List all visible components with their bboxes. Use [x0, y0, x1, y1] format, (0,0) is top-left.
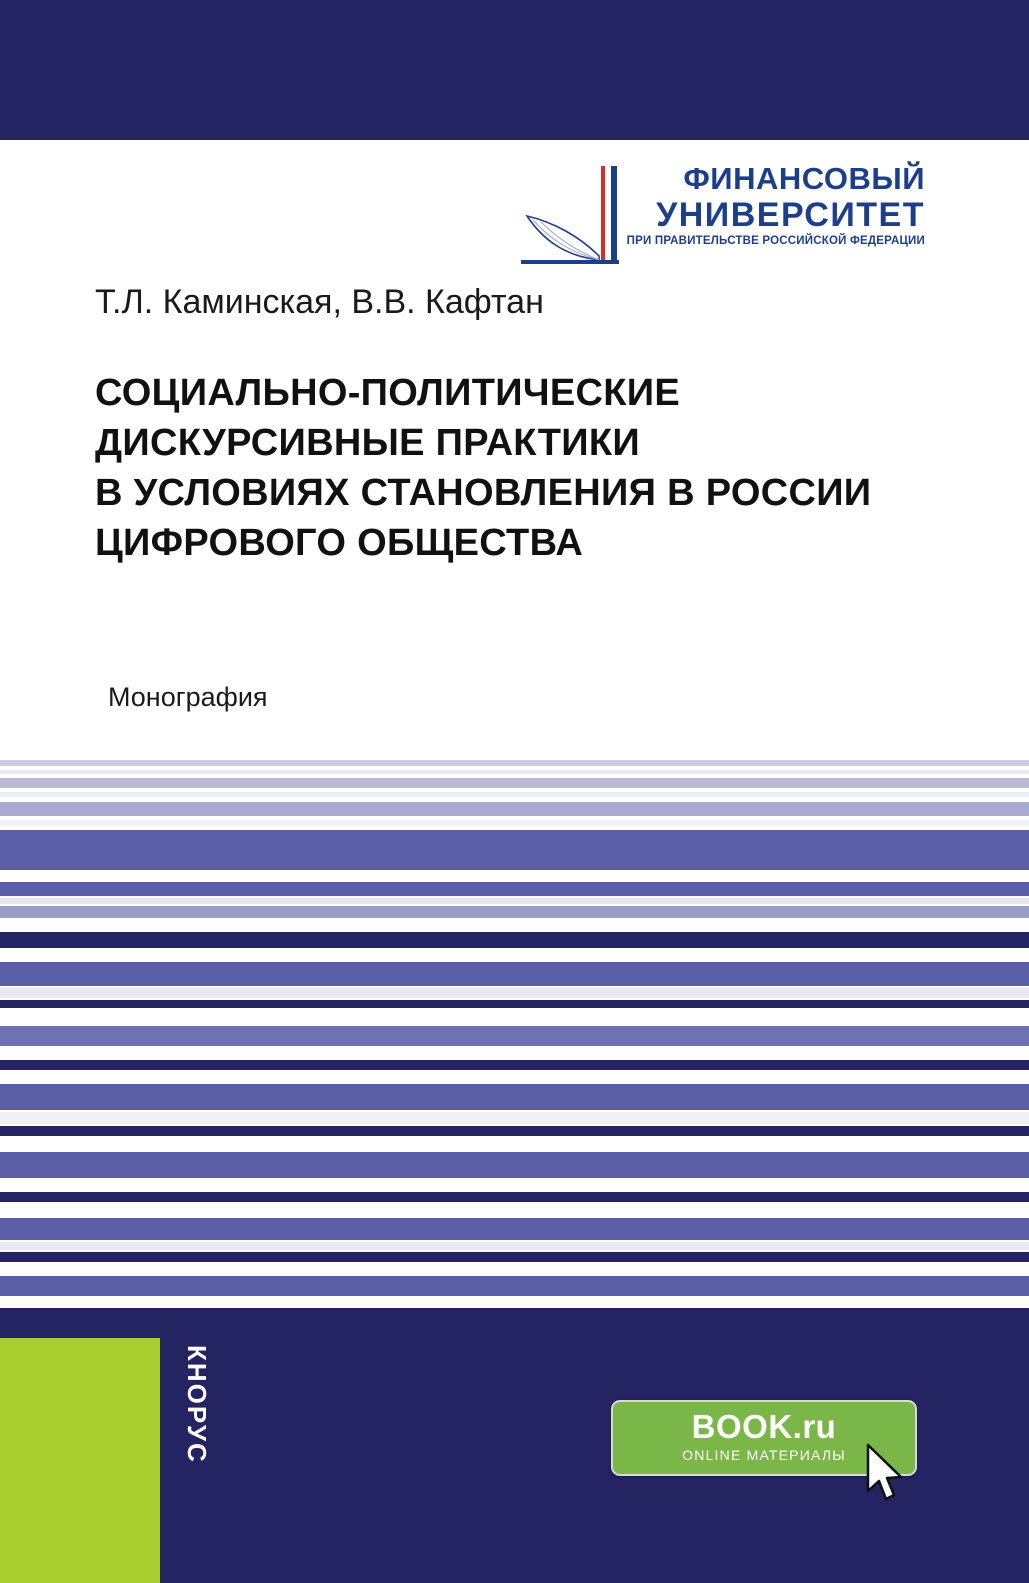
book-title: [95, 368, 925, 568]
decorative-stripes: [0, 760, 1029, 1320]
logo-line-3: ПРИ ПРАВИТЕЛЬСТВЕ РОССИЙСКОЙ ФЕДЕРАЦИИ: [626, 235, 925, 247]
title-line-2: ДИСКУРСИВНЫЕ ПРАКТИКИ: [95, 422, 640, 464]
bookru-badge-subtitle: ONLINE МАТЕРИАЛЫ: [682, 1447, 846, 1463]
top-navy-band: [0, 0, 1029, 140]
logo-text: [620, 162, 925, 249]
title-line-1: СОЦИАЛЬНО-ПОЛИТИЧЕСКИЕ: [95, 372, 681, 414]
publisher-name: КНОРУС: [182, 1345, 212, 1464]
mouse-cursor-icon: [864, 1443, 908, 1505]
logo-line-1: ФИНАНСОВЫЙ: [683, 161, 925, 196]
authors: Т.Л. Каминская, В.В. Кафтан: [95, 283, 544, 321]
title-line-3: В УСЛОВИЯХ СТАНОВЛЕНИЯ В РОССИИ: [95, 472, 872, 514]
publisher-color-block: [0, 1338, 160, 1583]
financial-university-logo: [505, 160, 925, 275]
book-subtitle: Монография: [108, 682, 268, 712]
bookru-badge-title: BOOK.ru: [691, 1408, 837, 1445]
logo-line-2: УНИВЕРСИТЕТ: [656, 196, 925, 234]
title-line-4: ЦИФРОВОГО ОБЩЕСТВА: [95, 522, 584, 564]
